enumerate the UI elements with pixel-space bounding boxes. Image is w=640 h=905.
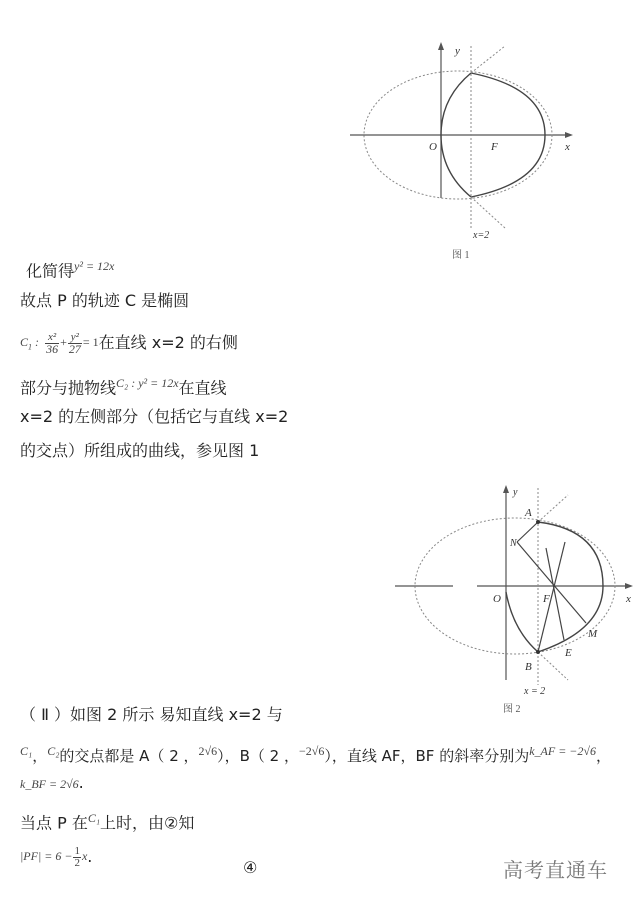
point-m-label: M	[588, 628, 598, 640]
curve-composition-line: 的交点）所组成的曲线，参见图 1	[20, 441, 260, 460]
p-on-c1-prefix: 当点 P 在	[20, 813, 88, 833]
c2-equation: C₂ : y² = 12x	[116, 376, 179, 390]
line-label-2: x = 2	[524, 686, 546, 697]
c1-symbol: C1 :	[20, 335, 40, 352]
ellipse-equation-line: $^{C_1 :}$ $\frac{\text{x²}}{36}$ + $\frac{\text{y²}}{27}$ $^{= 1}$在直线 x=2 的右侧	[20, 331, 238, 356]
simplify-line	[26, 256, 114, 281]
trailing-comma: ，	[595, 747, 611, 765]
parabola-equation: y² = 12x	[74, 259, 115, 273]
k-bf-line	[20, 773, 84, 794]
simplify-prefix: 化简得	[26, 261, 75, 281]
point-n-label: N	[510, 538, 517, 549]
c1-ref: C₁	[20, 744, 33, 758]
period-2: .	[87, 847, 93, 866]
p-on-c1-line	[20, 808, 194, 833]
focus-label: F	[491, 141, 498, 153]
trajectory-statement: 故点 P 的轨迹 C 是椭圆	[20, 291, 190, 310]
line-label: x=2	[473, 230, 490, 241]
part2-heading: （ Ⅱ ）如图 2 所示 易知直线 x=2 与	[20, 705, 283, 724]
comma: ，	[32, 747, 48, 765]
left-side-line: x=2 的左侧部分（包括它与直线 x=2	[20, 407, 289, 426]
equation-number: ④	[243, 858, 258, 877]
figure-1-caption: 图 1	[452, 250, 470, 261]
intersection-text-1: 的交点都是 A（ 2 ，	[59, 747, 199, 765]
x-axis-label: x	[565, 141, 570, 153]
equals-one: = 1	[82, 335, 99, 349]
intersection-text-2: ），B（ 2 ，	[217, 747, 299, 765]
parabola-prefix: 部分与抛物线	[20, 378, 117, 398]
c1-ref-2: C₁	[87, 811, 101, 825]
intersection-line	[20, 741, 611, 766]
y-axis-label-2: y	[513, 487, 518, 498]
slope-text: ），直线 AF，BF 的斜率分别为	[324, 747, 530, 765]
parabola-tail: 在直线	[178, 378, 227, 398]
period: .	[78, 773, 84, 792]
origin-label: O	[429, 141, 437, 153]
fraction-y2-27: $\frac{\text{y²}}{27}$	[68, 331, 81, 356]
origin-label-2: O	[493, 593, 501, 605]
figure-2-caption: 图 2	[503, 704, 521, 715]
point-a-y: 2√6	[198, 744, 218, 758]
x-axis-label-2: x	[626, 593, 631, 605]
k-bf-equation: k_BF = 2√6	[20, 777, 79, 791]
point-e-label: E	[565, 647, 572, 659]
pf-rhs: x	[81, 849, 88, 863]
point-b-label: B	[525, 661, 532, 673]
focus-label-2: F	[543, 593, 550, 605]
c2-ref: C₂	[47, 744, 60, 758]
k-af-equation: k_AF = −2√6	[529, 744, 596, 758]
p-on-c1-suffix: 上时，由②知	[100, 813, 195, 833]
watermark: 高考直通车	[503, 858, 608, 882]
right-side-text: 在直线 x=2 的右侧	[98, 333, 238, 352]
pf-equation-line	[20, 846, 92, 869]
figure-1-diagram	[345, 38, 585, 263]
point-a-label: A	[525, 507, 532, 519]
figure-2-diagram	[393, 480, 640, 715]
point-b-y: −2√6	[298, 744, 325, 758]
figure-2	[393, 480, 640, 715]
y-axis-label: y	[455, 45, 460, 57]
figure-1	[345, 38, 585, 263]
fraction-x2-36: $\frac{\text{x²}}{36}$	[46, 331, 59, 356]
fraction-half: $\frac{1}{2}$	[74, 845, 80, 869]
pf-lhs: |PF| = 6 −	[20, 849, 73, 863]
parabola-line	[20, 373, 227, 398]
